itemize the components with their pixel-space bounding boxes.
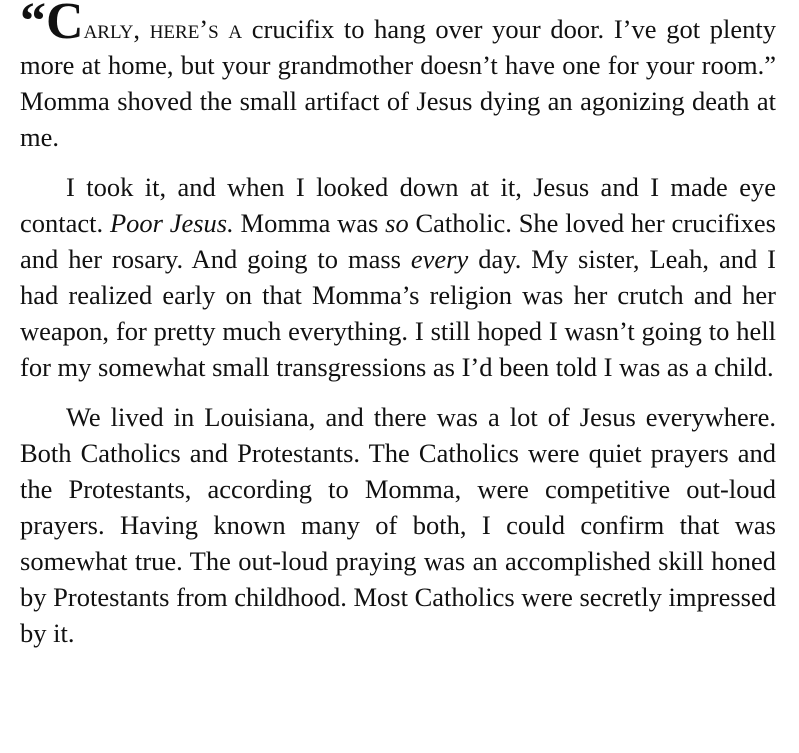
paragraph-2-text-b: Momma was bbox=[233, 208, 386, 238]
paragraph-2-text-c: Catholic. She loved her crucifixes and her rosary. And going to mass bbox=[20, 208, 776, 274]
opening-quote: “ bbox=[20, 0, 46, 50]
italic-so: so bbox=[385, 208, 409, 238]
paragraph-2-text-a: I took it, and when I looked down at it, Jesus and I made eye contact. bbox=[20, 172, 776, 238]
italic-poor-jesus: Poor Jesus. bbox=[109, 208, 234, 238]
drop-cap bbox=[20, 0, 84, 50]
small-caps-lead-in: arly, here’s a bbox=[83, 14, 243, 44]
book-page bbox=[20, 0, 776, 651]
drop-cap-letter: C bbox=[46, 0, 84, 50]
paragraph-1-text: crucifix to hang over your door. I’ve got plenty more at home, but your grandmother doesn’t have one for your room.” Momma shoved the small artifact of Jesus dying an agonizing death at me. bbox=[20, 14, 776, 152]
paragraph-3 bbox=[20, 399, 776, 651]
paragraph-2 bbox=[20, 169, 776, 385]
paragraph-1 bbox=[20, 0, 776, 155]
paragraph-2-text-d: day. My sister, Leah, and I had realized early on that Momma’s religion was her crutch and her weapon, for pretty much everything. I still hoped I wasn’t going to hell for my somewhat small transgressions as I’d been told I was as a child. bbox=[20, 244, 776, 382]
paragraph-3-text: We lived in Louisiana, and there was a lot of Jesus everywhere. Both Catholics and Protestants. The Catholics were quiet prayers and the Protestants, according to Momma, were competitive out-loud prayers. Having known many of both, I could confirm that was somewhat true. The out-loud praying was an accomplished skill honed by Protestants from childhood. Most Catholics were secretly impressed by it. bbox=[20, 402, 776, 648]
italic-every: every bbox=[410, 244, 469, 274]
